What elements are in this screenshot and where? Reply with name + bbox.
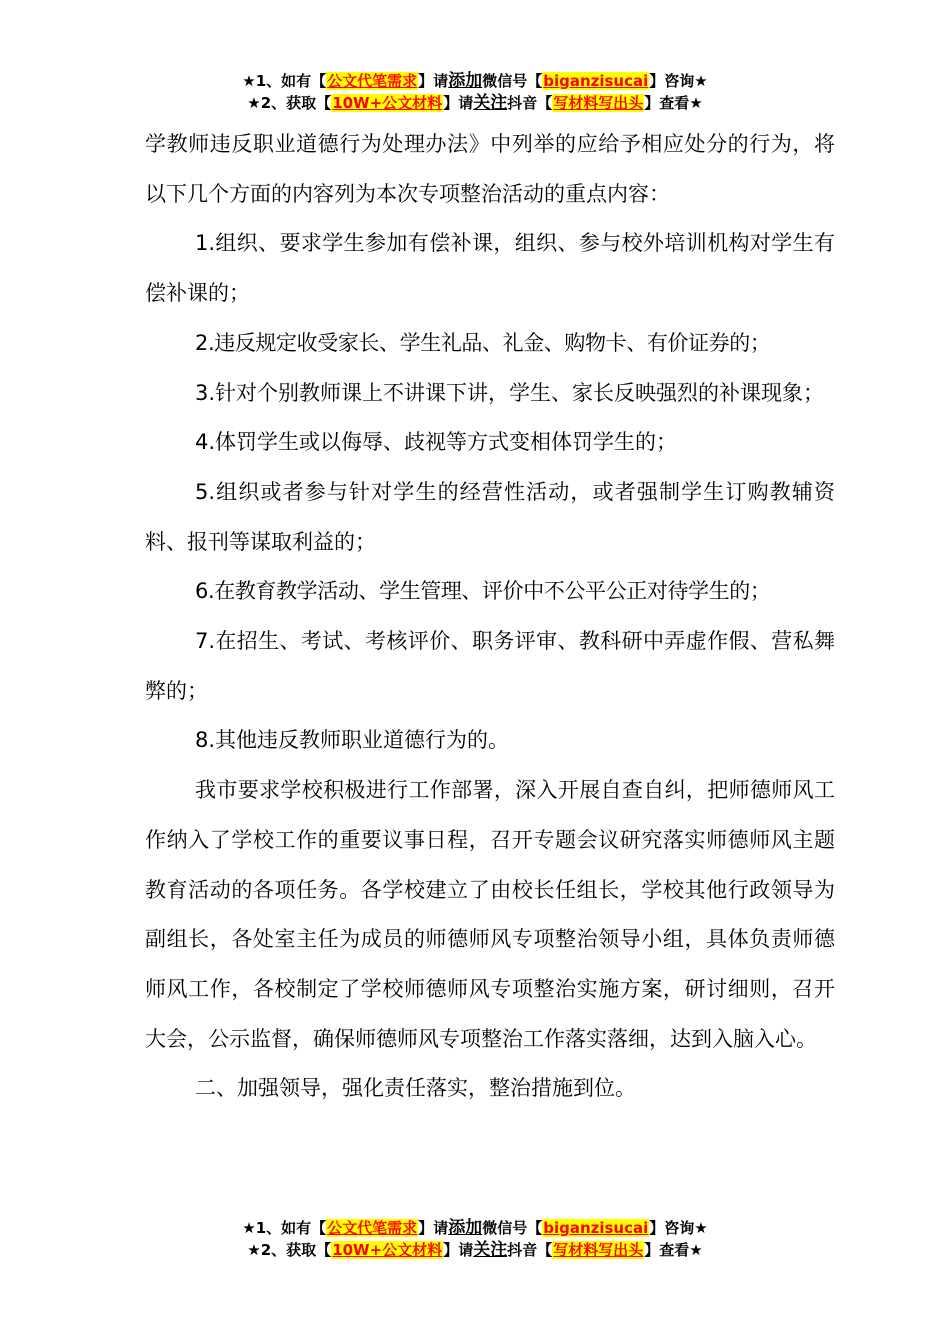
promo-highlight-service: 公文代笔需求 — [327, 1219, 418, 1237]
promo-emphasis: 关注 — [473, 93, 508, 113]
promo-banner-bottom — [0, 1217, 950, 1261]
promo-highlight-materials: 10W+公文材料 — [332, 1241, 443, 1259]
promo-text: 抖音【 — [507, 1241, 553, 1259]
promo-text: ★2、获取【 — [247, 94, 332, 112]
list-item-1: 1.组织、要求学生参加有偿补课，组织、参与校外培训机构对学生有偿补课的； — [145, 231, 835, 306]
list-item-6: 6.在教育教学活动、学生管理、评价中不公平公正对待学生的； — [195, 579, 771, 604]
document-body — [145, 120, 835, 1114]
promo-highlight-service: 公文代笔需求 — [327, 72, 418, 90]
list-item-5: 5.组织或者参与针对学生的经营性活动，或者强制学生订购教辅资料、报刊等谋取利益的； — [145, 479, 835, 554]
promo-highlight-wechat-id: biganzisucai — [543, 1219, 649, 1237]
promo-highlight-wechat-id: biganzisucai — [543, 72, 649, 90]
promo-text: ★1、如有【 — [242, 1219, 327, 1237]
promo-line-2 — [0, 1239, 950, 1261]
promo-highlight-materials: 10W+公文材料 — [332, 94, 443, 112]
promo-text: ★1、如有【 — [242, 72, 327, 90]
promo-text: 】请 — [418, 72, 449, 90]
promo-text: 】查看★ — [644, 1241, 703, 1259]
promo-text: 】咨询★ — [649, 72, 708, 90]
section-heading-2: 二、加强领导，强化责任落实，整治措施到位。 — [195, 1076, 636, 1101]
paragraph-work-deployment: 我市要求学校积极进行工作部署，深入开展自查自纠，把师德师风工作纳入了学校工作的重要议事日程，召开专题会议研究落实师德师风主题教育活动的各项任务。各学校建立了由校长任组长，学校其他行政领导为副组长，各处室主任为成员的师德师风专项整治领导小组，具体负责师德师风工作，各校制定了学校师德师风专项整治实施方案，研讨细则，召开大会，公示监督，确保师德师风专项整治工作落实落细，达到入脑入心。 — [145, 778, 835, 1051]
promo-text: 微信号【 — [482, 72, 543, 90]
list-item-2: 2.违反规定收受家长、学生礼品、礼金、购物卡、有价证券的； — [195, 330, 771, 355]
list-item-3: 3.针对个别教师课上不讲课下讲，学生、家长反映强烈的补课现象； — [195, 380, 825, 405]
promo-highlight-douyin-account: 写材料写出头 — [553, 94, 644, 112]
promo-text: ★2、获取【 — [247, 1241, 332, 1259]
promo-emphasis: 添加 — [448, 71, 483, 91]
list-item-8: 8.其他违反教师职业道德行为的。 — [195, 728, 510, 753]
promo-highlight-douyin-account: 写材料写出头 — [553, 1241, 644, 1259]
list-item-4: 4.体罚学生或以侮辱、歧视等方式变相体罚学生的； — [195, 430, 678, 455]
promo-emphasis: 添加 — [448, 1218, 483, 1238]
paragraph-continuation: 学教师违反职业道德行为处理办法》中列举的应给予相应处分的行为，将以下几个方面的内容列为本次专项整治活动的重点内容： — [145, 132, 835, 206]
promo-text: 】请 — [418, 1219, 449, 1237]
promo-text: 】请 — [443, 1241, 474, 1259]
promo-line-1 — [0, 70, 950, 92]
promo-line-1 — [0, 1217, 950, 1239]
promo-text: 微信号【 — [482, 1219, 543, 1237]
promo-banner-top — [0, 70, 950, 114]
promo-text: 抖音【 — [507, 94, 553, 112]
promo-text: 】请 — [443, 94, 474, 112]
promo-line-2 — [0, 92, 950, 114]
promo-text: 】咨询★ — [649, 1219, 708, 1237]
list-item-7: 7.在招生、考试、考核评价、职务评审、教科研中弄虚作假、营私舞弊的； — [145, 629, 835, 703]
promo-emphasis: 关注 — [473, 1240, 508, 1260]
promo-text: 】查看★ — [644, 94, 703, 112]
